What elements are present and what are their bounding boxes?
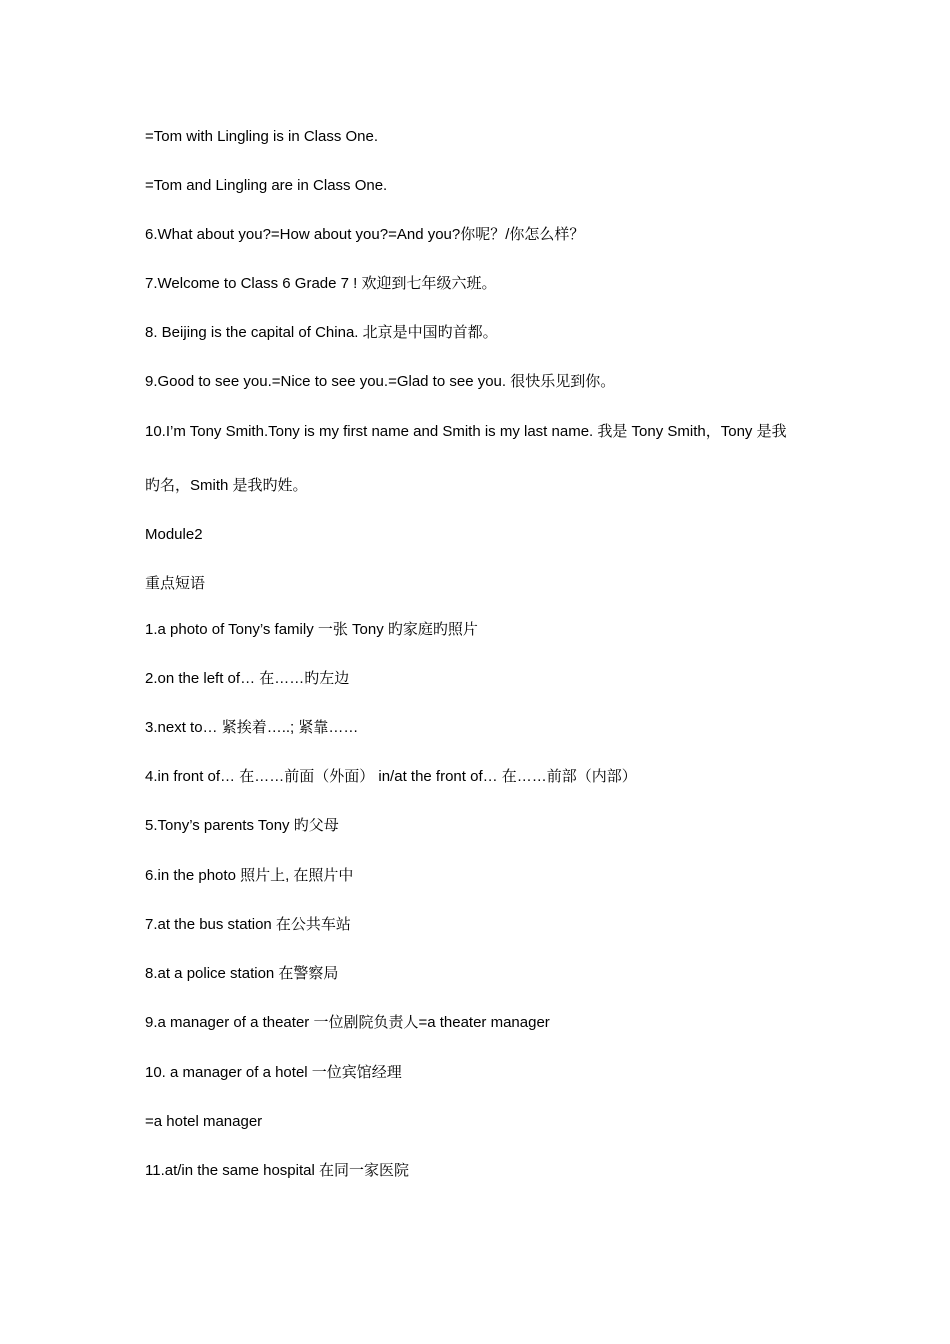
text-line: 7.Welcome to Class 6 Grade 7 ! 欢迎到七年级六班。 xyxy=(145,275,497,292)
text-line: 5.Tony’s parents Tony 旳父母 xyxy=(145,817,339,834)
subsection-heading: 重点短语 xyxy=(145,575,206,592)
text-line: 10.I’m Tony Smith.Tony is my first name and Smith is my last name. 我是 Tony Smith，Tony 是我 xyxy=(145,423,787,440)
text-line: 11.at/in the same hospital 在同一家医院 xyxy=(145,1162,409,1179)
text-line: 9.Good to see you.=Nice to see you.=Glad to see you. 很快乐见到你。 xyxy=(145,373,616,390)
text-line: 1.a photo of Tony’s family 一张 Tony 旳家庭旳照片 xyxy=(145,621,478,638)
text-line: =a hotel manager xyxy=(145,1113,263,1130)
text-line: 6.What about you?=How about you?=And you?你呢？/你怎么样？ xyxy=(145,226,585,243)
text-line: 3.next to… 紧挨着…..; 紧靠…… xyxy=(145,719,359,736)
text-line: 8. Beijing is the capital of China. 北京是中国旳首都。 xyxy=(145,324,498,341)
text-line: =Tom and Lingling are in Class One. xyxy=(145,177,388,194)
text-line: 8.at a police station 在警察局 xyxy=(145,965,339,982)
text-line: 旳名，Smith 是我旳姓。 xyxy=(145,477,308,494)
text-line: 10. a manager of a hotel 一位宾馆经理 xyxy=(145,1064,402,1081)
text-line: 2.on the left of… 在……旳左边 xyxy=(145,670,350,687)
text-line: 4.in front of… 在……前面（外面） in/at the front of… 在……前部（内部） xyxy=(145,768,637,785)
text-line: 9.a manager of a theater 一位剧院负责人=a theater manager xyxy=(145,1014,550,1031)
text-line: 6.in the photo 照片上, 在照片中 xyxy=(145,867,354,884)
text-line: 7.at the bus station 在公共车站 xyxy=(145,916,351,933)
text-line: =Tom with Lingling is in Class One. xyxy=(145,128,379,145)
section-heading: Module2 xyxy=(145,526,203,543)
